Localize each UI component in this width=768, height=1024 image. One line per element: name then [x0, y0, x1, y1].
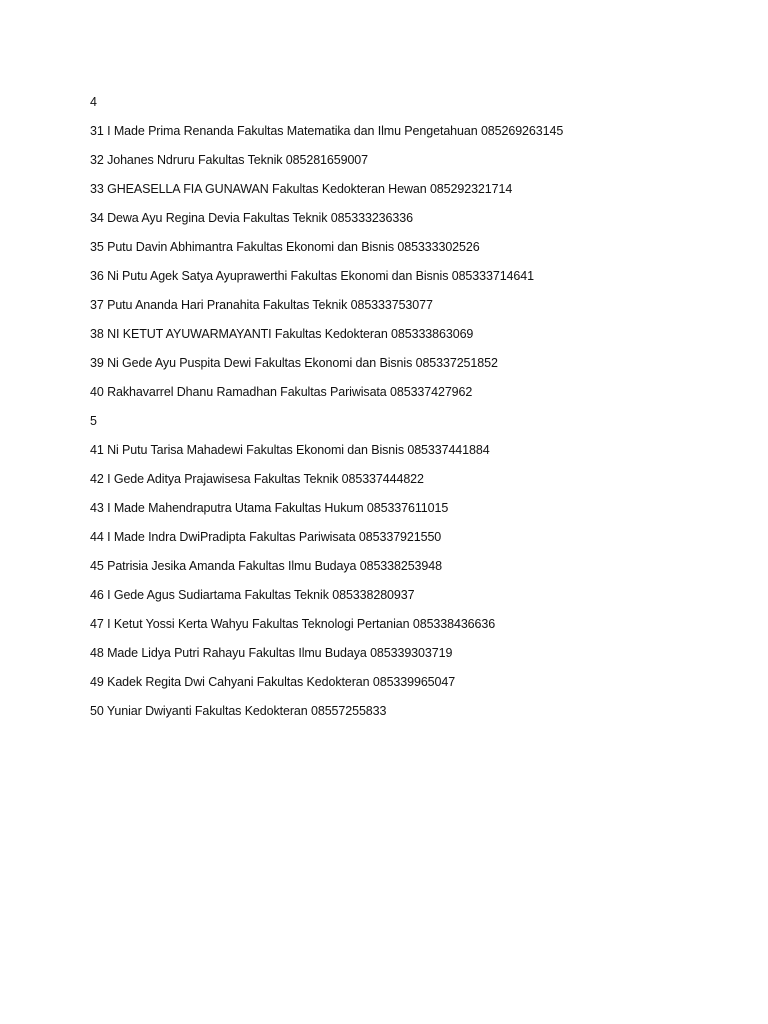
group-heading-5: 5 [90, 414, 97, 428]
list-item: 35 Putu Davin Abhimantra Fakultas Ekonomi dan Bisnis 085333302526 [90, 240, 480, 254]
list-item: 41 Ni Putu Tarisa Mahadewi Fakultas Ekonomi dan Bisnis 085337441884 [90, 443, 490, 457]
list-item: 36 Ni Putu Agek Satya Ayuprawerthi Fakultas Ekonomi dan Bisnis 085333714641 [90, 269, 534, 283]
document-body [90, 93, 750, 731]
list-item: 42 I Gede Aditya Prajawisesa Fakultas Teknik 085337444822 [90, 472, 424, 486]
list-item: 37 Putu Ananda Hari Pranahita Fakultas Teknik 085333753077 [90, 298, 433, 312]
list-item: 47 I Ketut Yossi Kerta Wahyu Fakultas Teknologi Pertanian 085338436636 [90, 617, 496, 631]
list-item: 50 Yuniar Dwiyanti Fakultas Kedokteran 08557255833 [90, 704, 387, 718]
list-item: 45 Patrisia Jesika Amanda Fakultas Ilmu Budaya 085338253948 [90, 559, 442, 573]
list-item: 31 I Made Prima Renanda Fakultas Matematika dan Ilmu Pengetahuan 085269263145 [90, 124, 564, 138]
list-item: 38 NI KETUT AYUWARMAYANTI Fakultas Kedokteran 085333863069 [90, 327, 474, 341]
list-item: 48 Made Lidya Putri Rahayu Fakultas Ilmu Budaya 085339303719 [90, 646, 453, 660]
list-item: 33 GHEASELLA FIA GUNAWAN Fakultas Kedokteran Hewan 085292321714 [90, 182, 513, 196]
list-item: 34 Dewa Ayu Regina Devia Fakultas Teknik 085333236336 [90, 211, 413, 225]
list-item: 32 Johanes Ndruru Fakultas Teknik 085281659007 [90, 153, 369, 167]
list-item: 43 I Made Mahendraputra Utama Fakultas Hukum 085337611015 [90, 501, 449, 515]
list-item: 39 Ni Gede Ayu Puspita Dewi Fakultas Ekonomi dan Bisnis 085337251852 [90, 356, 498, 370]
list-item: 46 I Gede Agus Sudiartama Fakultas Teknik 085338280937 [90, 588, 415, 602]
list-item: 49 Kadek Regita Dwi Cahyani Fakultas Kedokteran 085339965047 [90, 675, 456, 689]
group-heading-4: 4 [90, 95, 97, 109]
list-item: 44 I Made Indra DwiPradipta Fakultas Pariwisata 085337921550 [90, 530, 442, 544]
list-item: 40 Rakhavarrel Dhanu Ramadhan Fakultas Pariwisata 085337427962 [90, 385, 473, 399]
